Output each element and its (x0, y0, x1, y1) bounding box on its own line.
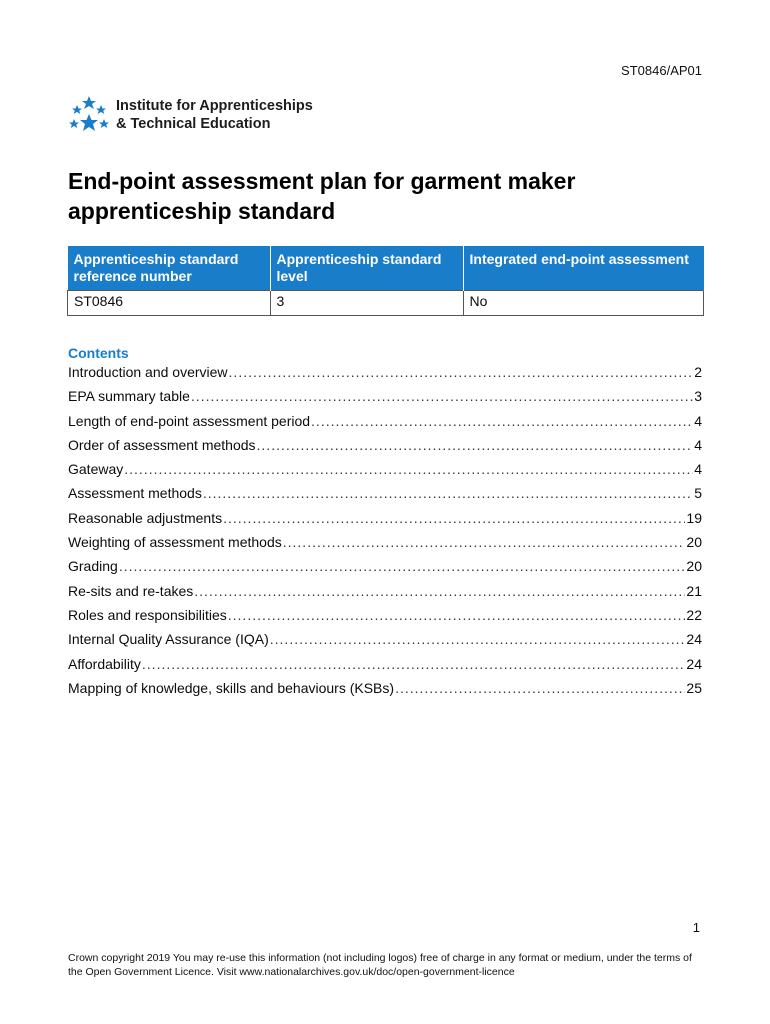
toc-item-label[interactable]: Internal Quality Assurance (IQA) (68, 631, 269, 648)
toc-item-page: 2 (694, 364, 702, 380)
table-of-contents (68, 362, 702, 702)
toc-item-label[interactable]: Introduction and overview (68, 364, 228, 380)
toc-item[interactable] (68, 508, 702, 532)
document-title: End-point assessment plan for garment maker apprenticeship standard (68, 168, 576, 224)
toc-item[interactable] (68, 532, 702, 556)
toc-leader (270, 629, 686, 649)
standard-info-table (67, 246, 704, 316)
page-number: 1 (692, 920, 700, 935)
toc-leader (203, 483, 693, 503)
toc-leader (228, 605, 686, 625)
toc-item[interactable] (68, 362, 702, 386)
toc-item-label[interactable]: EPA summary table (68, 388, 190, 405)
toc-item[interactable] (68, 411, 702, 435)
toc-leader (229, 362, 694, 382)
toc-leader (142, 654, 686, 674)
ifate-logo (66, 92, 313, 138)
toc-leader (191, 386, 693, 406)
contents-heading: Contents (68, 345, 129, 361)
toc-item-page: 4 (694, 461, 702, 478)
toc-item-page: 19 (686, 509, 702, 526)
toc-item-label[interactable]: Reasonable adjustments (68, 509, 223, 526)
toc-item-page: 4 (694, 436, 702, 453)
toc-item[interactable] (68, 654, 702, 678)
header-reference-number: Apprenticeship standard reference number (68, 246, 271, 291)
toc-item-page: 5 (694, 485, 702, 502)
toc-item[interactable] (68, 459, 702, 483)
toc-item[interactable] (68, 605, 702, 629)
toc-item-page: 25 (686, 679, 702, 696)
toc-item-label[interactable]: Re-sits and re-takes (68, 582, 194, 599)
document-reference: ST0846/AP01 (621, 63, 702, 78)
toc-item-label[interactable]: Order of assessment methods (68, 436, 256, 453)
toc-leader (194, 581, 685, 601)
toc-leader (395, 678, 685, 698)
toc-leader (283, 532, 686, 552)
logo-line-1: Institute for Apprenticeships (116, 98, 313, 114)
toc-item-label[interactable]: Length of end-point assessment period (68, 412, 311, 429)
toc-leader (311, 411, 693, 431)
toc-item-label[interactable]: Grading (68, 558, 118, 575)
ifate-star-cluster-icon (66, 92, 112, 138)
cell-reference-number: ST0846 (68, 291, 271, 316)
toc-item[interactable] (68, 556, 702, 580)
toc-item-label[interactable]: Affordability (68, 655, 141, 672)
toc-item-page: 20 (686, 558, 702, 575)
toc-item[interactable] (68, 629, 702, 653)
toc-item-label[interactable]: Gateway (68, 461, 124, 478)
cell-level: 3 (270, 291, 463, 316)
cell-integrated-epa: No (463, 291, 704, 316)
header-integrated-epa: Integrated end-point assessment (463, 246, 704, 291)
toc-item-label[interactable]: Mapping of knowledge, skills and behaviours (KSBs) (68, 679, 395, 696)
copyright-footer: Crown copyright 2019 You may re-use this information (not including logos) free of charge in any format or medium, under the terms of the Open Government Licence. Visit www.nationalarchives.gov.uk/doc/open-government-licence (68, 952, 692, 978)
table-row (68, 291, 704, 316)
toc-item[interactable] (68, 581, 702, 605)
toc-item[interactable] (68, 435, 702, 459)
toc-item[interactable] (68, 483, 702, 507)
toc-leader (257, 435, 694, 455)
toc-leader (223, 508, 685, 528)
header-level: Apprenticeship standard level (270, 246, 463, 291)
toc-item-page: 24 (686, 631, 702, 648)
toc-item-label[interactable]: Weighting of assessment methods (68, 534, 282, 551)
toc-item[interactable] (68, 678, 702, 702)
toc-item-page: 3 (694, 388, 702, 405)
toc-item[interactable] (68, 386, 702, 410)
toc-item-page: 4 (694, 412, 702, 429)
toc-item-page: 21 (686, 582, 702, 599)
toc-item-label[interactable]: Roles and responsibilities (68, 606, 227, 623)
toc-leader (124, 459, 693, 479)
toc-item-label[interactable]: Assessment methods (68, 485, 202, 502)
toc-leader (119, 556, 686, 576)
logo-line-2: & Technical Education (116, 116, 271, 132)
toc-item-page: 22 (686, 606, 702, 623)
toc-item-page: 20 (686, 534, 702, 551)
toc-item-page: 24 (686, 655, 702, 672)
